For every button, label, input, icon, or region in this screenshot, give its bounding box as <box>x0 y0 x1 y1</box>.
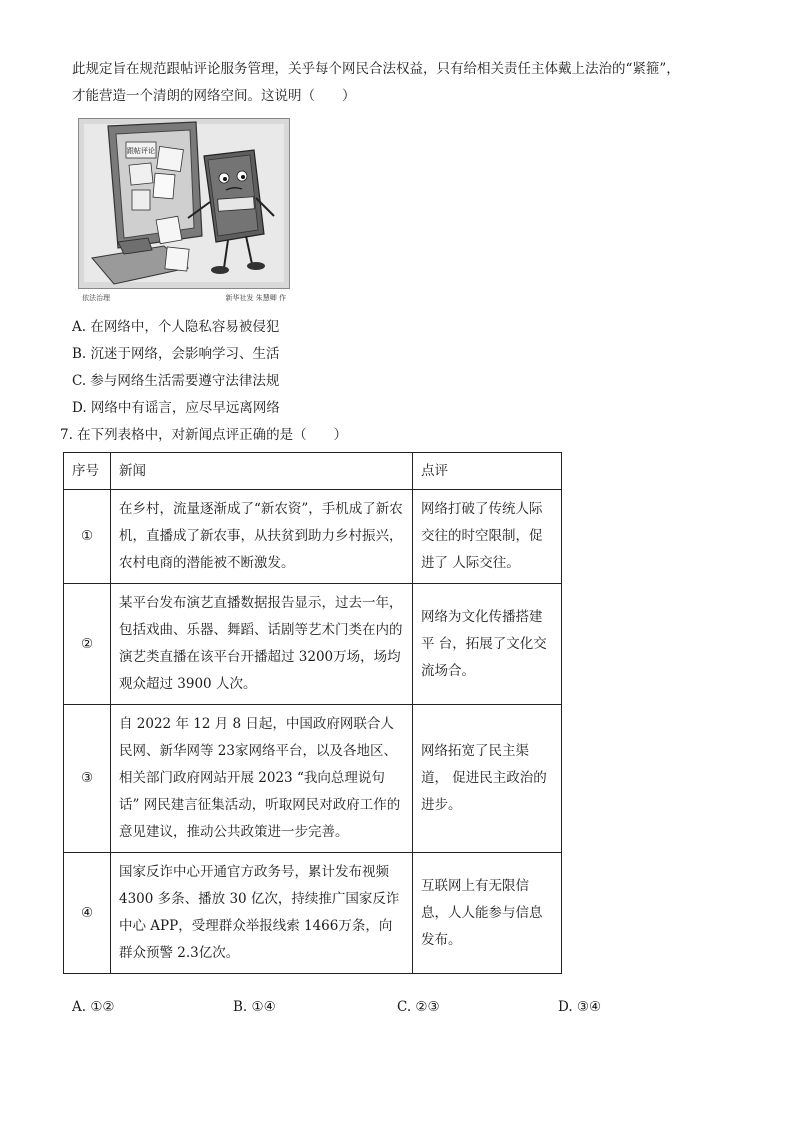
row-comment: 网络打破了传统人际交往的时空限制，促进了 人际交往。 <box>413 490 562 584</box>
q6-option-b: B. 沉迷于网络，会影响学习、生活 <box>72 346 280 362</box>
cartoon-caption-right: 新华社发 朱慧卿 作 <box>225 294 286 302</box>
intro-paragraph <box>72 56 722 110</box>
q6-option-c: C. 参与网络生活需要遵守法律法规 <box>72 373 280 389</box>
row-comment: 互联网上有无限信息，人人能参与信息发布。 <box>413 853 562 974</box>
row-comment: 网络拓宽了民主渠道， 促进民主政治的进步。 <box>413 705 562 853</box>
q7-stem: 7. 在下列表格中，对新闻点评正确的是（ ） <box>60 427 348 443</box>
q7-answer-a: A. ①② <box>72 999 115 1015</box>
cartoon-title: 跟帖评论 <box>127 147 155 155</box>
cartoon-caption-left: 依法治理 <box>82 294 110 302</box>
news-table <box>63 452 562 974</box>
row-number: ② <box>64 584 111 705</box>
header-number: 序号 <box>64 453 111 490</box>
row-number: ① <box>64 490 111 584</box>
intro-line-2: 才能营造一个清朗的网络空间。这说明（ ） <box>72 88 356 104</box>
row-number: ④ <box>64 853 111 974</box>
row-news: 自 2022 年 12 月 8 日起，中国政府网联合人民网、新华网等 23家网络平台，以及各地区、相关部门政府网站开展 2023 “我向总理说句话” 网民建言征集活动，听取网民对政府工作的意见建议，推动公共政策进一步完善。 <box>111 705 413 853</box>
q7-answer-b: B. ①④ <box>233 999 276 1015</box>
q7-answer-options <box>72 997 632 1017</box>
table-row <box>64 853 562 974</box>
row-news: 国家反诈中心开通官方政务号，累计发布视频 4300 多条、播放 30 亿次，持续推广国家反诈中心 APP，受理群众举报线索 1466万条，向群众预警 2.3亿次。 <box>111 853 413 974</box>
row-news: 在乡村，流量逐渐成了“新农资”，手机成了新农机，直播成了新农事，从扶贫到助力乡村振兴，农村电商的潜能被不断激发。 <box>111 490 413 584</box>
intro-line-1: 此规定旨在规范跟帖评论服务管理，关乎每个网民合法权益，只有给相关责任主体戴上法治的“紧箍”， <box>72 61 680 77</box>
row-number: ③ <box>64 705 111 853</box>
q6-option-d: D. 网络中有谣言，应尽早远离网络 <box>72 400 280 416</box>
header-comment: 点评 <box>413 453 562 490</box>
table-header-row <box>64 453 562 490</box>
header-news: 新闻 <box>111 453 413 490</box>
table-row <box>64 490 562 584</box>
table-row <box>64 584 562 705</box>
table-row <box>64 705 562 853</box>
row-news: 某平台发布演艺直播数据报告显示，过去一年，包括戏曲、乐器、舞蹈、话剧等艺术门类在内的演艺类直播在该平台开播超过 3200万场，场均观众超过 3900 人次。 <box>111 584 413 705</box>
row-comment: 网络为文化传播搭建平 台，拓展了文化交流场合。 <box>413 584 562 705</box>
cartoon-illustration <box>78 118 290 308</box>
q6-option-a: A. 在网络中，个人隐私容易被侵犯 <box>72 319 280 335</box>
q7-answer-c: C. ②③ <box>397 999 440 1015</box>
q7-answer-d: D. ③④ <box>558 999 602 1015</box>
